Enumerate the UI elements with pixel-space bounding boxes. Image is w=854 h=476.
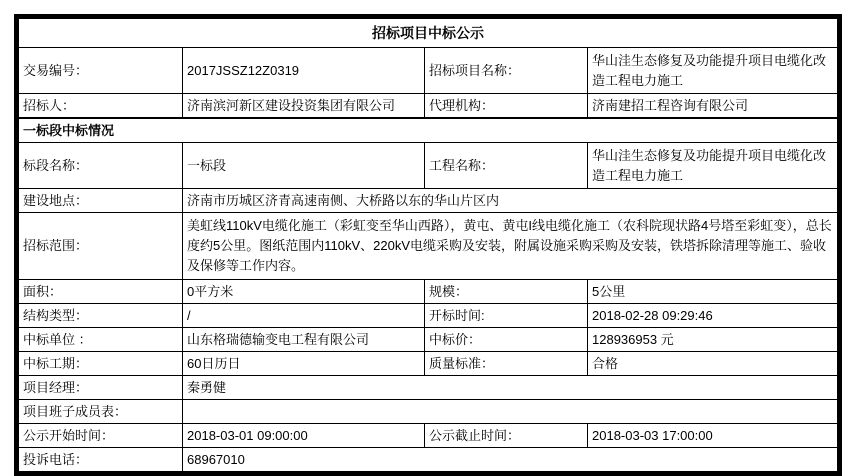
bid-price-value: 128936953 元 <box>588 328 840 352</box>
page-title: 招标项目中标公示 <box>17 17 840 48</box>
structure-type-value: / <box>183 304 425 328</box>
winner-value: 山东格瑞德输变电工程有限公司 <box>183 328 425 352</box>
table-row <box>17 400 840 424</box>
bid-section-label: 标段名称： <box>17 143 183 189</box>
table-row <box>17 448 840 474</box>
structure-type-label: 结构类型： <box>17 304 183 328</box>
area-label: 面积： <box>17 280 183 304</box>
table-row <box>17 352 840 376</box>
section-header-row <box>17 118 840 143</box>
bid-announcement-table <box>14 14 842 476</box>
project-name-label: 招标项目名称： <box>425 48 588 94</box>
scale-label: 规模： <box>425 280 588 304</box>
complaint-phone-label: 投诉电话： <box>17 448 183 474</box>
bid-open-time-value: 2018-02-28 09:29:46 <box>588 304 840 328</box>
duration-label: 中标工期： <box>17 352 183 376</box>
table-row <box>17 280 840 304</box>
table-row <box>17 304 840 328</box>
agency-label: 代理机构： <box>425 94 588 119</box>
quality-label: 质量标准： <box>425 352 588 376</box>
winner-label: 中标单位 ： <box>17 328 183 352</box>
table-row <box>17 48 840 94</box>
trade-no-value: 2017JSSZ12Z0319 <box>183 48 425 94</box>
works-name-value: 华山洼生态修复及功能提升项目电缆化改造工程电力施工 <box>588 143 840 189</box>
agency-value: 济南建招工程咨询有限公司 <box>588 94 840 119</box>
manager-label: 项目经理： <box>17 376 183 400</box>
table-row <box>17 189 840 213</box>
table-row <box>17 143 840 189</box>
scale-value: 5公里 <box>588 280 840 304</box>
location-value: 济南市历城区济青高速南侧、大桥路以东的华山片区内 <box>183 189 840 213</box>
team-value <box>183 400 840 424</box>
table-row <box>17 376 840 400</box>
complaint-phone-value: 68967010 <box>183 448 840 474</box>
title-row <box>17 17 840 48</box>
team-label: 项目班子成员表： <box>17 400 183 424</box>
quality-value: 合格 <box>588 352 840 376</box>
announcement-table-container <box>14 14 842 476</box>
table-row <box>17 213 840 280</box>
works-name-label: 工程名称： <box>425 143 588 189</box>
duration-value: 60日历日 <box>183 352 425 376</box>
area-value: 0平方米 <box>183 280 425 304</box>
tenderee-label: 招标人： <box>17 94 183 119</box>
scope-label: 招标范围： <box>17 213 183 280</box>
table-row <box>17 94 840 119</box>
tenderee-value: 济南滨河新区建设投资集团有限公司 <box>183 94 425 119</box>
bid-open-time-label: 开标时间: <box>425 304 588 328</box>
scope-value: 美虹线110kV电缆化施工（彩虹变至华山西路），黄屯、黄屯I线电缆化施工（农科院现状路4号塔至彩虹变），总长度约5公里。图纸范围内110kV、220kV电缆采购及安装，附属设施采购采购及安装，铁塔拆除清理等施工、验收及保修等工作内容。 <box>183 213 840 280</box>
location-label: 建设地点： <box>17 189 183 213</box>
trade-no-label: 交易编号： <box>17 48 183 94</box>
section-header: 一标段中标情况 <box>17 118 840 143</box>
manager-value: 秦勇健 <box>183 376 840 400</box>
bid-section-value: 一标段 <box>183 143 425 189</box>
table-row <box>17 328 840 352</box>
table-row <box>17 424 840 448</box>
project-name-value: 华山洼生态修复及功能提升项目电缆化改造工程电力施工 <box>588 48 840 94</box>
publicity-end-value: 2018-03-03 17:00:00 <box>588 424 840 448</box>
bid-price-label: 中标价： <box>425 328 588 352</box>
publicity-end-label: 公示截止时间： <box>425 424 588 448</box>
publicity-start-label: 公示开始时间： <box>17 424 183 448</box>
publicity-start-value: 2018-03-01 09:00:00 <box>183 424 425 448</box>
